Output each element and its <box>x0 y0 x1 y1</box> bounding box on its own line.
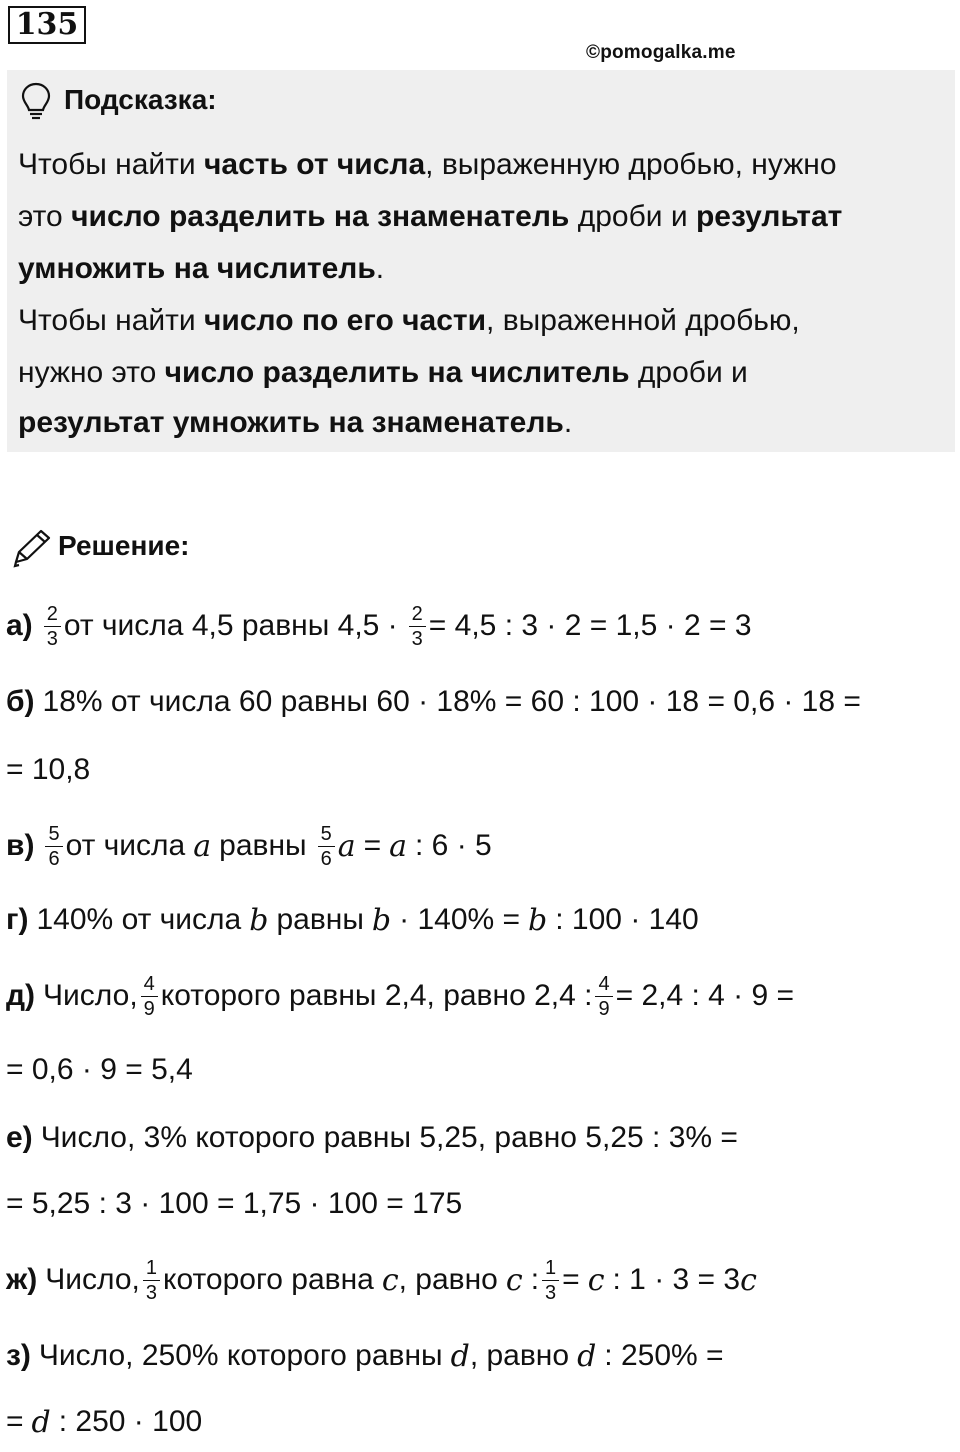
math-text: : 250 · 100 <box>58 1405 203 1438</box>
task-number: 135 <box>8 6 86 44</box>
denominator: 6 <box>48 847 60 870</box>
variable: a <box>389 828 408 864</box>
numerator: 5 <box>318 824 335 847</box>
item-label: б) <box>6 685 35 718</box>
math-text: · 140% = <box>399 903 521 936</box>
variable: d <box>31 1404 51 1440</box>
math-text: Число, <box>43 979 138 1012</box>
math-text: = 0,6 · 9 = 5,4 <box>6 1053 193 1086</box>
watermark: ©pomogalka.me <box>586 42 736 63</box>
denominator: 3 <box>145 1281 158 1304</box>
variable: d <box>450 1338 470 1374</box>
solution-line-b-cont <box>6 740 90 800</box>
math-text: , равно <box>398 1263 498 1296</box>
math-text: от числа 4,5 равны 4,5 · <box>63 609 398 642</box>
variable: c <box>740 1262 757 1298</box>
variable: b <box>528 902 548 938</box>
fraction <box>44 604 61 649</box>
solution-line-b <box>6 672 861 732</box>
variable: b <box>249 902 269 938</box>
variable: a <box>193 828 212 864</box>
item-label: з) <box>6 1339 31 1372</box>
variable: c <box>381 1262 399 1298</box>
variable: c <box>505 1262 523 1298</box>
solution-line-zh <box>6 1250 757 1310</box>
hint-line <box>18 252 384 286</box>
fraction <box>409 604 426 649</box>
math-text: равны <box>219 829 307 862</box>
solution-title: Решение: <box>58 530 190 561</box>
lightbulb-icon <box>20 82 52 122</box>
math-text: 140% от числа <box>36 903 242 936</box>
pencil-icon <box>10 528 52 568</box>
variable: c <box>587 1262 605 1298</box>
hint-text: Чтобы найти <box>18 304 205 337</box>
numerator: 4 <box>595 974 612 997</box>
solution-line-e-cont <box>6 1174 462 1234</box>
math-text: равны <box>276 903 364 936</box>
hint-title: Подсказка: <box>64 84 217 115</box>
hint-text: , выраженной дробью, <box>486 304 800 337</box>
hint-line <box>18 200 842 234</box>
math-text: : 250% = <box>604 1339 724 1372</box>
math-text: которого равны 2,4, равно 2,4 : <box>160 979 593 1012</box>
hint-bold-text: результат <box>695 200 843 233</box>
math-text: = <box>6 1405 24 1438</box>
solution-line-v <box>6 816 492 876</box>
denominator: 3 <box>545 1281 557 1304</box>
math-text: : 6 · 5 <box>415 829 492 862</box>
fraction <box>542 1258 559 1303</box>
item-label: в) <box>6 829 35 862</box>
fraction <box>141 974 158 1019</box>
denominator: 3 <box>46 627 58 650</box>
hint-line <box>18 304 800 338</box>
hint-text: дроби и <box>629 356 748 389</box>
math-text: Число, <box>45 1263 140 1296</box>
item-label: ж) <box>6 1263 38 1296</box>
math-text: Число, 250% которого равны <box>38 1339 443 1372</box>
solution-line-z-cont <box>6 1392 202 1452</box>
hint-text: это <box>18 200 72 233</box>
solution-line-d-cont <box>6 1040 193 1100</box>
numerator: 5 <box>45 824 62 847</box>
math-text: : 1 · 3 = 3 <box>612 1263 741 1296</box>
hint-text: , выраженную дробью, нужно <box>425 148 837 181</box>
hint-bold-text: число разделить на числитель <box>164 356 630 389</box>
hint-line <box>18 356 748 390</box>
hint-line <box>18 406 572 440</box>
solution-line-a <box>6 596 752 656</box>
solution-line-g <box>6 890 699 950</box>
math-text: = 2,4 : 4 · 9 = <box>615 979 795 1012</box>
math-text: : 100 · 140 <box>555 903 699 936</box>
item-label: д) <box>6 979 36 1012</box>
item-label: а) <box>6 609 33 642</box>
hint-line <box>18 148 837 182</box>
hint-text: нужно это <box>18 356 165 389</box>
math-text: = 5,25 : 3 · 100 = 1,75 · 100 = 175 <box>6 1187 463 1220</box>
hint-bold-text: число по его части <box>204 304 487 337</box>
denominator: 3 <box>411 627 423 650</box>
numerator: 2 <box>409 604 426 627</box>
hint-text: . <box>375 252 385 285</box>
math-text: Число, 3% которого равны 5,25, равно 5,25 : 3% = <box>40 1121 738 1154</box>
math-text: , равно <box>469 1339 570 1372</box>
numerator: 4 <box>141 974 158 997</box>
fraction <box>318 824 335 869</box>
fraction <box>143 1258 160 1303</box>
fraction <box>45 824 62 869</box>
math-text: = <box>363 829 382 862</box>
item-label: г) <box>6 903 29 936</box>
math-text: = 10,8 <box>6 753 91 786</box>
hint-text: дроби и <box>569 200 696 233</box>
math-text: : <box>530 1263 540 1296</box>
numerator: 1 <box>143 1258 160 1281</box>
hint-bold-text: результат умножить на знаменатель <box>18 406 564 439</box>
hint-text: . <box>563 406 573 439</box>
fraction <box>595 974 612 1019</box>
math-text: от числа <box>65 829 186 862</box>
math-text: которого равна <box>163 1263 374 1296</box>
variable: d <box>577 1338 597 1374</box>
solution-line-e <box>6 1108 738 1168</box>
denominator: 9 <box>143 997 155 1020</box>
solution-line-z <box>6 1326 724 1386</box>
hint-bold-text: число разделить на знаменатель <box>71 200 570 233</box>
hint-bold-text: часть от числа <box>204 148 426 181</box>
denominator: 6 <box>320 847 332 870</box>
denominator: 9 <box>598 997 610 1020</box>
numerator: 2 <box>44 604 61 627</box>
hint-bold-text: умножить на числитель <box>18 252 376 285</box>
item-label: е) <box>6 1121 33 1154</box>
numerator: 1 <box>542 1258 559 1281</box>
hint-text: Чтобы найти <box>18 148 205 181</box>
variable: a <box>337 828 356 864</box>
math-text: = 4,5 : 3 · 2 = 1,5 · 2 = 3 <box>428 609 752 642</box>
variable: b <box>371 902 392 938</box>
solution-line-d <box>6 966 794 1026</box>
math-text: = <box>562 1263 580 1296</box>
math-text: 18% от числа 60 равны 60 · 18% = 60 : 100 · 18 = 0,6 · 18 = <box>42 685 861 718</box>
